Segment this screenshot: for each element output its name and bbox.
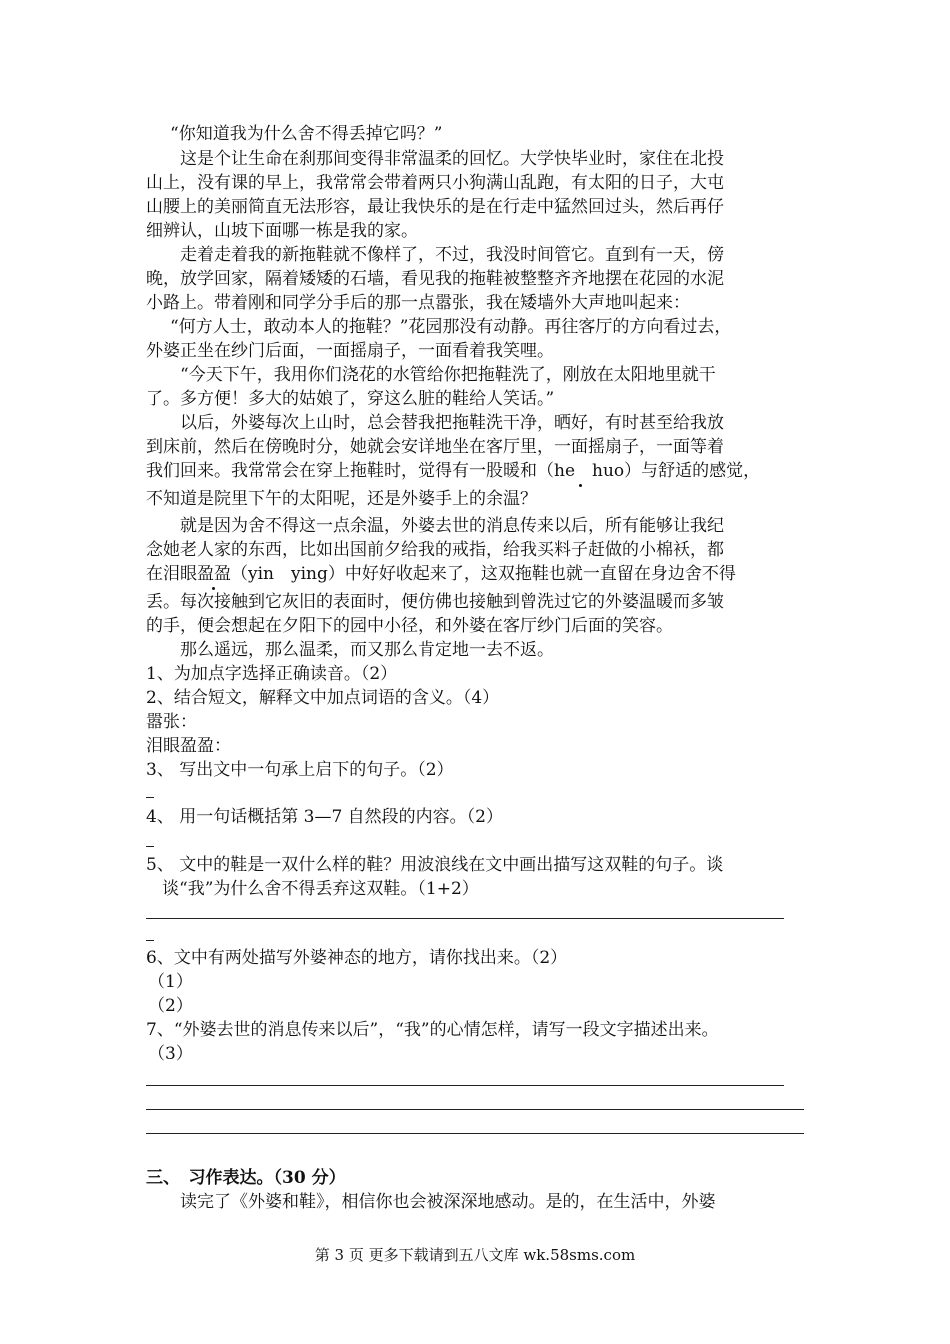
answer-line [146, 918, 784, 919]
question-6: 6、文中有两处描写外婆神态的地方，请你找出来。（2） [146, 948, 568, 968]
passage-line: 就是因为舍不得这一点余温，外婆去世的消息传来以后，所有能够让我纪 [180, 516, 724, 536]
answer-label: （2） [148, 996, 193, 1016]
question-5: 5、 文中的鞋是一双什么样的鞋？用波浪线在文中画出描写这双鞋的句子。谈 [146, 855, 724, 875]
passage-line: 到床前，然后在傍晚时分，她就会安详地坐在客厅里，一面摇扇子，一面等着 [146, 437, 724, 457]
question-7-cont: （3） [148, 1044, 193, 1064]
passage-line: 小路上。带着刚和同学分手后的那一点嚣张，我在矮墙外大声地叫起来： [146, 293, 690, 313]
question-1: 1、为加点字选择正确读音。（2） [146, 664, 398, 684]
emphasis-dot [579, 484, 582, 487]
answer-label: （1） [148, 972, 193, 992]
passage-line: 的手，便会想起在夕阳下的园中小径，和外婆在客厅纱门后面的笑容。 [146, 616, 673, 636]
section-heading: 三、 习作表达。（30 分） [146, 1168, 346, 1188]
passage-line: 走着走着我的新拖鞋就不像样了，不过，我没时间管它。直到有一天，傍 [180, 245, 724, 265]
question-3: 3、 写出文中一句承上启下的句子。（2） [146, 760, 454, 780]
passage-line: 丢。每次接触到它灰旧的表面时，便仿佛也接触到曾洗过它的外婆温暖而多皱 [146, 592, 724, 612]
passage-line: “你知道我为什么舍不得丢掉它吗？” [170, 124, 443, 144]
answer-line [146, 1133, 804, 1134]
passage-line: 外婆正坐在纱门后面，一面摇扇子，一面看着我笑哩。 [146, 341, 554, 361]
answer-line [146, 1085, 784, 1086]
question-4: 4、 用一句话概括第 3—7 自然段的内容。（2） [146, 807, 503, 827]
passage-line: 晚，放学回家，隔着矮矮的石墙，看见我的拖鞋被整整齐齐地摆在花园的水泥 [146, 269, 724, 289]
passage-line: 山上，没有课的早上，我常常会带着两只小狗满山乱跑，有太阳的日子，大屯 [146, 173, 724, 193]
section-text: 读完了《外婆和鞋》，相信你也会被深深地感动。是的，在生活中，外婆 [180, 1192, 716, 1212]
passage-line: 不知道是院里下午的太阳呢，还是外婆手上的余温？ [146, 489, 537, 509]
passage-line: 了。多方便！多大的姑娘了，穿这么脏的鞋给人笑话。” [146, 389, 555, 409]
passage-line: 以后，外婆每次上山时，总会替我把拖鞋洗干净，晒好，有时甚至给我放 [180, 413, 724, 433]
passage-line: 那么遥远，那么温柔，而又那么肯定地一去不返。 [180, 640, 554, 660]
passage-line: 细辨认，山坡下面哪一栋是我的家。 [146, 221, 418, 241]
passage-line: 山腰上的美丽简直无法形容，最让我快乐的是在行走中猛然回过头，然后再仔 [146, 197, 724, 217]
page-footer: 第 3 页 更多下载请到五八文库 wk.58sms.com [314, 1246, 636, 1264]
passage-line: 这是个让生命在刹那间变得非常温柔的回忆。大学快毕业时，家住在北投 [180, 149, 724, 169]
passage-line: “今天下午，我用你们浇花的水管给你把拖鞋洗了，刚放在太阳地里就干 [180, 365, 716, 385]
question-5-cont: 谈“我”为什么舍不得丢弃这双鞋。（1+2） [162, 879, 479, 899]
answer-stub [146, 797, 154, 798]
passage-line: 我们回来。我常常会在穿上拖鞋时，觉得有一股暖和（he huo）与舒适的感觉， [146, 461, 761, 481]
answer-stub [146, 940, 154, 941]
answer-stub [146, 846, 154, 847]
question-7: 7、“外婆去世的消息传来以后”，“我”的心情怎样，请写一段文字描述出来。 [146, 1020, 719, 1040]
passage-line: 念她老人家的东西，比如出国前夕给我的戒指，给我买料子赶做的小棉袄，都 [146, 540, 724, 560]
answer-label: 泪眼盈盈： [146, 736, 231, 756]
passage-line: “何方人士，敢动本人的拖鞋？”花园那没有动静。再往客厅的方向看过去， [170, 317, 732, 337]
passage-line: 在泪眼盈盈（yin ying）中好好收起来了，这双拖鞋也就一直留在身边舍不得 [146, 564, 736, 584]
answer-line [146, 1109, 804, 1110]
answer-label: 嚣张： [146, 712, 197, 732]
question-2: 2、结合短文，解释文中加点词语的含义。（4） [146, 688, 500, 708]
